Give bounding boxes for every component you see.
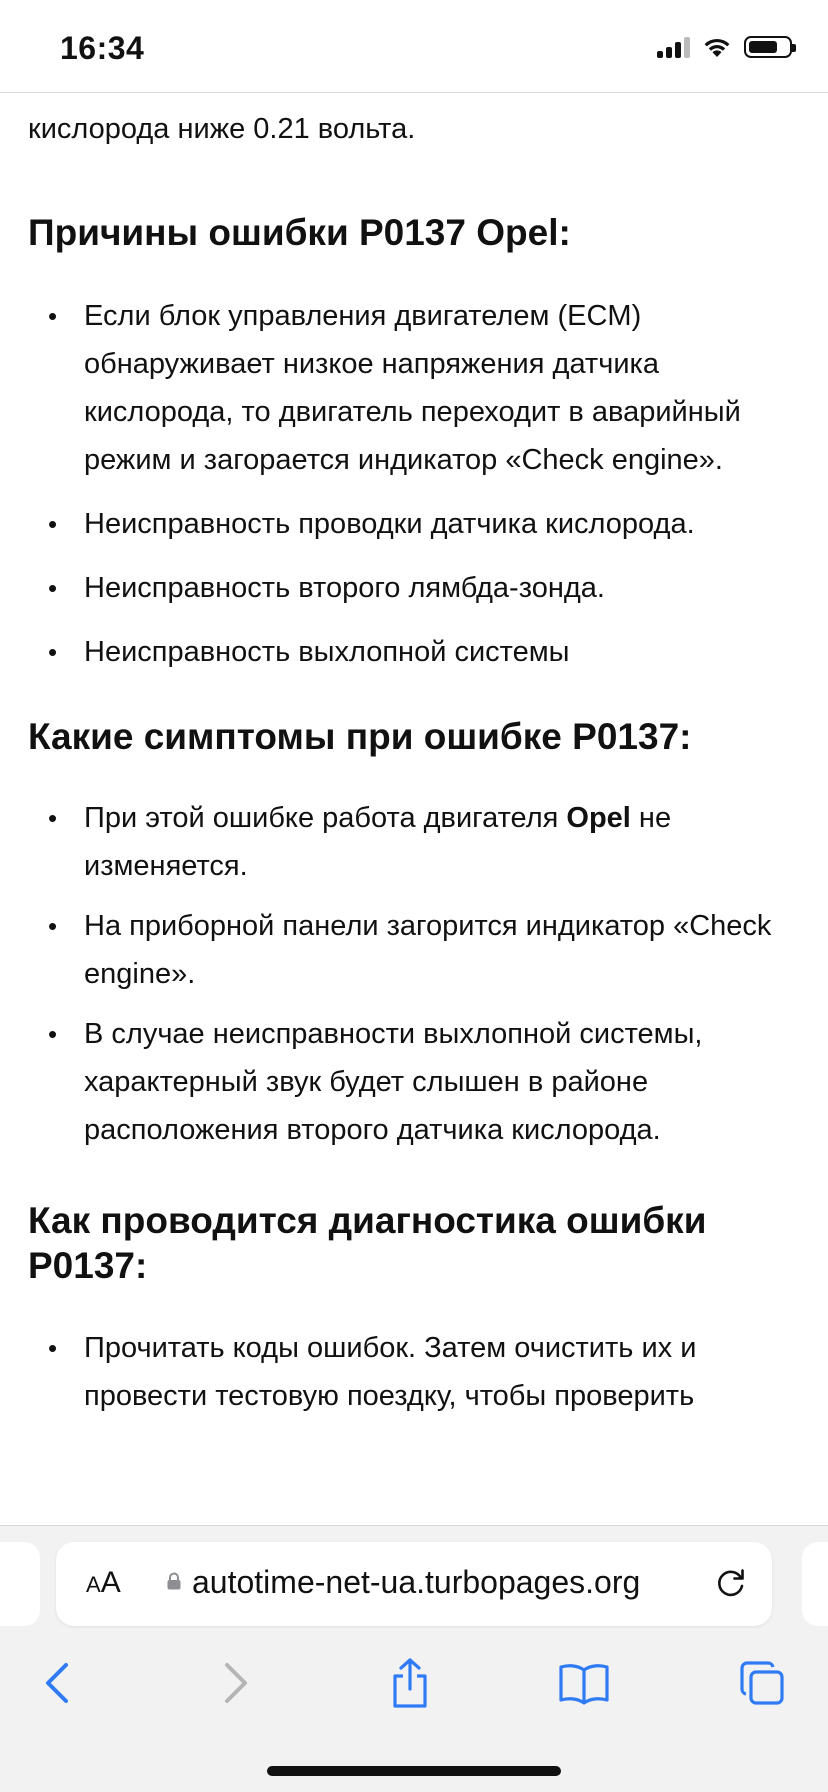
- reload-icon[interactable]: [712, 1564, 750, 1602]
- address-bar-area: [0, 1525, 828, 1634]
- book-icon: [558, 1661, 610, 1705]
- list-item: • Если блок управления двигателем (ECM) обнаруживает низкое напряжения датчика кислорода, то двигатель переходит в аварийный режим и загорается индикатор «Check engine».: [28, 292, 788, 484]
- share-icon: [388, 1657, 432, 1709]
- forward-button[interactable]: [206, 1653, 266, 1713]
- battery-icon: [744, 36, 792, 58]
- back-button[interactable]: [27, 1653, 87, 1713]
- list-item: • В случае неисправности выхлопной системы, характерный звук будет слышен в районе расположения второго датчика кислорода.: [28, 1010, 788, 1154]
- bookmarks-button[interactable]: [554, 1653, 614, 1713]
- status-bar: [0, 0, 828, 93]
- causes-list: [28, 292, 788, 676]
- section-heading-symptoms: Какие симптомы при ошибке P0137:: [28, 716, 692, 757]
- tabs-button[interactable]: [732, 1653, 792, 1713]
- article-body: [28, 210, 788, 1420]
- home-indicator[interactable]: [267, 1766, 561, 1776]
- share-button[interactable]: [380, 1653, 440, 1713]
- tabs-icon: [738, 1659, 786, 1707]
- section-heading-causes: Причины ошибки P0137 Opel:: [28, 212, 571, 253]
- chevron-left-icon: [42, 1661, 72, 1705]
- article-content: [0, 60, 828, 1525]
- diagnostics-list: [28, 1324, 788, 1420]
- symptoms-list: [28, 794, 788, 1154]
- chevron-right-icon: [221, 1661, 251, 1705]
- url-text[interactable]: autotime-net-ua.turbopages.org: [192, 1564, 641, 1600]
- list-item: • Неисправность второго лямбда-зонда.: [28, 564, 788, 612]
- section-heading-diagnostics: Как проводится диагностика ошибки P0137:: [28, 1200, 707, 1286]
- text-size-button[interactable]: AA: [86, 1566, 121, 1599]
- list-item: • На приборной панели загорится индикатор «Check engine».: [28, 902, 788, 998]
- status-time: 16:34: [60, 30, 145, 66]
- previous-tab-preview[interactable]: [0, 1542, 40, 1626]
- cellular-signal-icon: [657, 36, 690, 58]
- browser-toolbar: [0, 1633, 828, 1792]
- status-icons: [657, 36, 792, 58]
- list-item: • Неисправность выхлопной системы: [28, 628, 788, 676]
- next-tab-preview[interactable]: [802, 1542, 828, 1626]
- wifi-icon: [702, 36, 732, 58]
- lock-icon: [166, 1572, 182, 1590]
- address-bar[interactable]: [56, 1542, 772, 1626]
- list-item: • Прочитать коды ошибок. Затем очистить их и провести тестовую поездку, чтобы проверить: [28, 1324, 788, 1420]
- list-item: • Неисправность проводки датчика кислорода.: [28, 500, 788, 548]
- partial-paragraph-line: кислорода ниже 0.21 вольта.: [28, 113, 416, 145]
- list-item: • При этой ошибке работа двигателя Opel не изменяется.: [28, 794, 788, 890]
